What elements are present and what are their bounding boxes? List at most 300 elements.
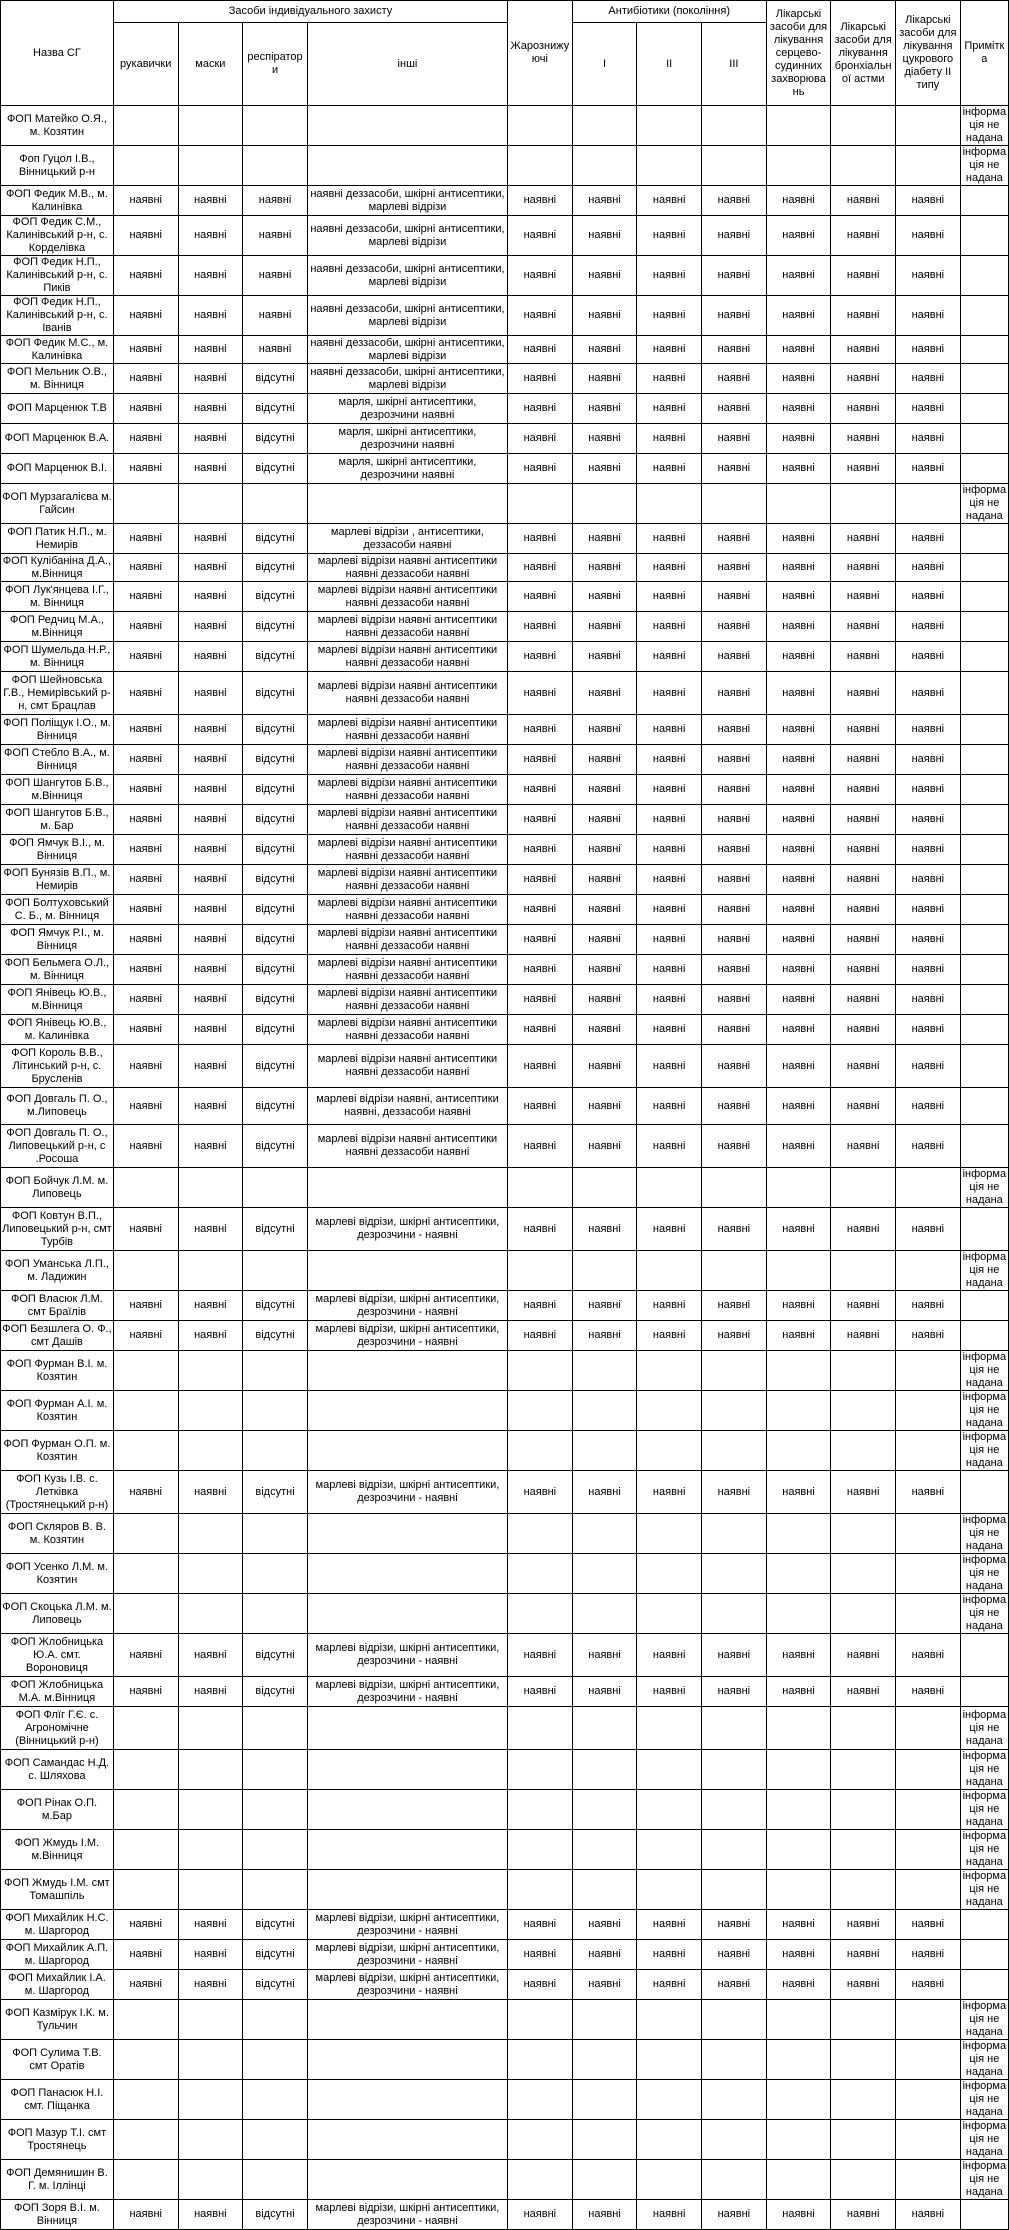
cell-respirators: відсутні [243,1015,308,1045]
cell-ab1 [572,1391,637,1431]
cell-other: марлеві відрізи наявні антисептики наявні деззасоби наявні [307,955,507,985]
cell-ab2: наявні [637,1940,702,1970]
table-row [1,1391,1009,1431]
cell-masks [178,2160,243,2200]
cell-other [307,1391,507,1431]
cell-asthma: наявні [831,394,896,424]
cell-ab2 [637,1594,702,1634]
cell-antipyretics: наявні [508,424,573,454]
cell-antipyretics [508,1554,573,1594]
cell-name: ФОП Марценюк В.А. [1,424,114,454]
cell-diabetes [896,1554,961,1594]
cell-respirators: відсутні [243,642,308,672]
cell-other: марлеві відрізи наявні антисептики наявні деззасоби наявні [307,985,507,1015]
cell-respirators: відсутні [243,1045,308,1088]
cell-ab1: наявні [572,454,637,484]
table-row [1,865,1009,895]
cell-asthma: наявні [831,1471,896,1514]
cell-asthma: наявні [831,1015,896,1045]
cell-respirators: відсутні [243,985,308,1015]
header-name: Назва СГ [1,1,114,106]
cell-diabetes: наявні [896,642,961,672]
cell-cardio [766,2120,831,2160]
cell-ab1 [572,484,637,524]
cell-other [307,2000,507,2040]
header-note: Примітка [960,1,1008,106]
cell-name: ФОП Федик С.М., Калинівський р-н, с. Корделівка [1,216,114,256]
cell-cardio: наявні [766,1321,831,1351]
cell-name: ФОП Рінак О.П. м.Бар [1,1790,114,1830]
cell-masks: наявні [178,394,243,424]
cell-asthma: наявні [831,256,896,296]
cell-respirators: наявні [243,336,308,364]
cell-asthma: наявні [831,1677,896,1707]
cell-note: інформація не надана [960,484,1008,524]
cell-respirators: відсутні [243,955,308,985]
cell-asthma [831,1351,896,1391]
cell-ab3: наявні [702,256,767,296]
cell-masks: наявні [178,186,243,216]
cell-note: інформація не надана [960,1514,1008,1554]
cell-ab1 [572,1251,637,1291]
cell-other [307,1431,507,1471]
cell-asthma [831,1554,896,1594]
cell-gloves [113,1870,178,1910]
cell-diabetes: наявні [896,1471,961,1514]
cell-name: ФОП Флїг Г.Є. с. Агрономічне (Вінницький р-н) [1,1707,114,1750]
cell-antipyretics [508,1351,573,1391]
cell-antipyretics: наявні [508,296,573,336]
cell-ab3 [702,1830,767,1870]
cell-ab2: наявні [637,1321,702,1351]
cell-diabetes [896,1514,961,1554]
cell-name: ФОП Шангутов Б.В., м. Бар [1,805,114,835]
cell-ab2 [637,484,702,524]
cell-respirators: відсутні [243,1940,308,1970]
cell-ab2: наявні [637,1125,702,1168]
table-row [1,1634,1009,1677]
cell-respirators: відсутні [243,895,308,925]
cell-other: марля, шкірні антисептики, дезрозчини наявні [307,394,507,424]
cell-antipyretics: наявні [508,454,573,484]
cell-ab3: наявні [702,1045,767,1088]
cell-asthma [831,1750,896,1790]
cell-ab3: наявні [702,1634,767,1677]
cell-ab2: наявні [637,364,702,394]
cell-respirators [243,2040,308,2080]
cell-other: наявні деззасоби, шкірні антисептики, марлеві відрізи [307,216,507,256]
cell-note: інформація не надана [960,1750,1008,1790]
cell-respirators: відсутні [243,672,308,715]
cell-other [307,1514,507,1554]
cell-gloves [113,2080,178,2120]
cell-ab2: наявні [637,524,702,554]
cell-asthma [831,1514,896,1554]
header-antipyretics: Жарознижуючі [508,1,573,106]
cell-respirators [243,106,308,146]
table-row [1,925,1009,955]
cell-ab3 [702,1750,767,1790]
cell-note: інформація не надана [960,1554,1008,1594]
cell-masks [178,2040,243,2080]
cell-ab2: наявні [637,454,702,484]
cell-name: ФОП Шейновська Г.В., Немирівський р-н, смт Брацлав [1,672,114,715]
cell-diabetes: наявні [896,524,961,554]
table-row [1,1125,1009,1168]
cell-asthma [831,1870,896,1910]
cell-gloves: наявні [113,1677,178,1707]
cell-other: марлеві відрізи наявні антисептики наявні деззасоби наявні [307,925,507,955]
cell-asthma [831,1790,896,1830]
cell-ab2 [637,1431,702,1471]
cell-name: ФОП Фурман А.І. м. Козятин [1,1391,114,1431]
cell-respirators: відсутні [243,524,308,554]
cell-respirators [243,1870,308,1910]
cell-note [960,364,1008,394]
cell-other: марля, шкірні антисептики, дезрозчини наявні [307,454,507,484]
cell-ab3: наявні [702,394,767,424]
cell-ab2 [637,2000,702,2040]
cell-ab1 [572,1830,637,1870]
cell-diabetes [896,1707,961,1750]
cell-ab1: наявні [572,582,637,612]
table-row [1,424,1009,454]
cell-ab1: наявні [572,1321,637,1351]
cell-note [960,1910,1008,1940]
cell-name: ФОП Жлобницька Ю.А. смт. Вороновиця [1,1634,114,1677]
cell-ab2: наявні [637,2200,702,2230]
cell-ab1 [572,1514,637,1554]
cell-ab2 [637,146,702,186]
cell-masks [178,1870,243,1910]
cell-antipyretics [508,1750,573,1790]
cell-other: марлеві відрізи наявні антисептики наявні деззасоби наявні [307,775,507,805]
cell-respirators [243,1391,308,1431]
cell-ab2 [637,1830,702,1870]
cell-masks: наявні [178,296,243,336]
cell-gloves: наявні [113,1291,178,1321]
cell-asthma: наявні [831,955,896,985]
cell-cardio: наявні [766,1291,831,1321]
cell-antipyretics: наявні [508,582,573,612]
cell-ab1: наявні [572,554,637,582]
cell-diabetes: наявні [896,985,961,1015]
cell-note [960,715,1008,745]
cell-diabetes: наявні [896,454,961,484]
cell-ab1 [572,146,637,186]
cell-asthma [831,1168,896,1208]
table-row [1,256,1009,296]
cell-masks: наявні [178,216,243,256]
cell-ab3 [702,2000,767,2040]
cell-ab3: наявні [702,672,767,715]
table-row [1,672,1009,715]
cell-cardio [766,1830,831,1870]
cell-ab3: наявні [702,1088,767,1125]
table-row [1,835,1009,865]
cell-ab3: наявні [702,336,767,364]
cell-other: марлеві відрізи наявні антисептики наявні деззасоби наявні [307,642,507,672]
cell-cardio: наявні [766,745,831,775]
cell-antipyretics: наявні [508,1910,573,1940]
cell-note [960,835,1008,865]
cell-cardio [766,1707,831,1750]
table-row [1,2160,1009,2200]
cell-gloves: наявні [113,296,178,336]
cell-diabetes: наявні [896,955,961,985]
cell-ab2: наявні [637,336,702,364]
cell-ab2 [637,1351,702,1391]
table-row [1,955,1009,985]
cell-asthma: наявні [831,925,896,955]
cell-name: ФОП Ямчук В.І., м. Вінниця [1,835,114,865]
cell-diabetes: наявні [896,582,961,612]
cell-cardio: наявні [766,454,831,484]
cell-cardio [766,1251,831,1291]
cell-masks: наявні [178,955,243,985]
cell-respirators: відсутні [243,1125,308,1168]
cell-asthma: наявні [831,2200,896,2230]
cell-gloves: наявні [113,672,178,715]
cell-gloves: наявні [113,642,178,672]
cell-masks [178,1168,243,1208]
cell-name: ФОП Поліщук І.О., м. Вінниця [1,715,114,745]
cell-antipyretics: наявні [508,2200,573,2230]
cell-asthma: наявні [831,336,896,364]
cell-ab3: наявні [702,642,767,672]
cell-ab2 [637,2080,702,2120]
cell-ab3 [702,1594,767,1634]
cell-ab1: наявні [572,256,637,296]
cell-cardio: наявні [766,1471,831,1514]
cell-diabetes [896,1251,961,1291]
cell-gloves: наявні [113,985,178,1015]
cell-antipyretics [508,106,573,146]
cell-diabetes: наявні [896,715,961,745]
cell-respirators [243,2120,308,2160]
cell-antipyretics: наявні [508,1940,573,1970]
table-row [1,524,1009,554]
cell-ab3 [702,1351,767,1391]
cell-respirators: відсутні [243,715,308,745]
cell-gloves: наявні [113,256,178,296]
cell-note: інформація не надана [960,1251,1008,1291]
cell-gloves: наявні [113,955,178,985]
cell-other: наявні деззасоби, шкірні антисептики, марлеві відрізи [307,256,507,296]
cell-diabetes [896,1594,961,1634]
cell-ab2: наявні [637,1910,702,1940]
cell-ab2: наявні [637,1677,702,1707]
cell-cardio: наявні [766,612,831,642]
cell-name: ФОП Жлобницька М.А. м.Вінниця [1,1677,114,1707]
cell-other: марлеві відрізи , антисептики, деззасоби наявні [307,524,507,554]
cell-ab3: наявні [702,1940,767,1970]
cell-diabetes: наявні [896,1208,961,1251]
cell-ab2: наявні [637,775,702,805]
cell-ab1: наявні [572,394,637,424]
cell-ab3: наявні [702,805,767,835]
cell-ab1: наявні [572,895,637,925]
cell-name: ФОП Усенко Л.М. м. Козятин [1,1554,114,1594]
cell-cardio: наявні [766,2200,831,2230]
cell-antipyretics: наявні [508,1045,573,1088]
table-row [1,2080,1009,2120]
cell-ab1: наявні [572,955,637,985]
cell-masks: наявні [178,1291,243,1321]
cell-diabetes: наявні [896,805,961,835]
cell-note [960,1088,1008,1125]
cell-note [960,672,1008,715]
cell-gloves: наявні [113,582,178,612]
cell-masks [178,1514,243,1554]
cell-gloves: наявні [113,895,178,925]
cell-cardio [766,1168,831,1208]
cell-other: марлеві відрізи наявні антисептики наявні деззасоби наявні [307,1125,507,1168]
cell-antipyretics: наявні [508,865,573,895]
cell-diabetes [896,1790,961,1830]
cell-name: ФОП Сулима Т.В. смт Оратів [1,2040,114,2080]
cell-name: ФОП Федик Н.П., Калинівський р-н, с. Пиків [1,256,114,296]
cell-ab1: наявні [572,985,637,1015]
cell-diabetes: наявні [896,216,961,256]
table-row [1,612,1009,642]
cell-diabetes: наявні [896,1321,961,1351]
cell-masks: наявні [178,1321,243,1351]
cell-note [960,925,1008,955]
cell-masks [178,146,243,186]
cell-other: марлеві відрізи, шкірні антисептики, дезрозчини - наявні [307,1910,507,1940]
cell-antipyretics: наявні [508,745,573,775]
cell-ab1: наявні [572,296,637,336]
cell-ab2: наявні [637,1088,702,1125]
cell-name: ФОП Бойчук Л.М. м. Липовець [1,1168,114,1208]
cell-cardio: наявні [766,394,831,424]
cell-antipyretics: наявні [508,1471,573,1514]
cell-ab3: наявні [702,186,767,216]
cell-other: марлеві відрізи, шкірні антисептики, дезрозчини - наявні [307,1208,507,1251]
cell-asthma: наявні [831,1321,896,1351]
cell-cardio: наявні [766,715,831,745]
cell-gloves: наявні [113,775,178,805]
cell-respirators: відсутні [243,1088,308,1125]
header-ab2: ІІ [637,23,702,106]
cell-cardio [766,1790,831,1830]
cell-antipyretics [508,1391,573,1431]
cell-cardio: наявні [766,1940,831,1970]
cell-other: марлеві відрізи наявні антисептики наявні деззасоби наявні [307,554,507,582]
cell-cardio: наявні [766,672,831,715]
cell-name: ФОП Федик Н.П., Калинівський р-н, с. Іванів [1,296,114,336]
cell-ab1 [572,2120,637,2160]
cell-respirators: відсутні [243,1291,308,1321]
cell-cardio: наявні [766,1634,831,1677]
cell-asthma [831,1594,896,1634]
cell-note [960,256,1008,296]
cell-respirators: відсутні [243,1471,308,1514]
cell-note: інформація не надана [960,1870,1008,1910]
cell-ab3: наявні [702,296,767,336]
cell-diabetes [896,1391,961,1431]
table-row [1,1291,1009,1321]
cell-ab2: наявні [637,715,702,745]
table-row [1,554,1009,582]
table-body [1,106,1009,2230]
cell-cardio [766,2080,831,2120]
cell-note [960,1208,1008,1251]
cell-ab2: наявні [637,216,702,256]
cell-diabetes: наявні [896,1970,961,2000]
cell-masks: наявні [178,1015,243,1045]
cell-ab1: наявні [572,745,637,775]
cell-ab2 [637,1554,702,1594]
cell-diabetes: наявні [896,394,961,424]
cell-ab2: наявні [637,612,702,642]
cell-other: марлеві відрізи наявні антисептики наявні деззасоби наявні [307,1015,507,1045]
cell-ab3 [702,2080,767,2120]
cell-note [960,955,1008,985]
cell-masks: наявні [178,256,243,296]
cell-respirators: відсутні [243,394,308,424]
cell-antipyretics [508,2000,573,2040]
cell-other [307,106,507,146]
cell-cardio [766,1431,831,1471]
cell-ab3: наявні [702,1910,767,1940]
header-diabetes: Лікарські засоби для лікування цукрового діабету ІІ типу [896,1,961,106]
header-gloves: рукавички [113,23,178,106]
cell-ab2: наявні [637,835,702,865]
table-row [1,2000,1009,2040]
cell-cardio: наявні [766,775,831,805]
cell-antipyretics: наявні [508,612,573,642]
cell-gloves [113,146,178,186]
cell-diabetes: наявні [896,1291,961,1321]
cell-diabetes: наявні [896,256,961,296]
cell-respirators [243,1554,308,1594]
cell-note: інформація не надана [960,1830,1008,1870]
cell-asthma: наявні [831,745,896,775]
cell-cardio [766,106,831,146]
cell-ab3: наявні [702,2200,767,2230]
cell-ab2: наявні [637,1970,702,2000]
cell-asthma: наявні [831,364,896,394]
cell-ab1: наявні [572,642,637,672]
cell-ab2: наявні [637,672,702,715]
cell-gloves [113,1251,178,1291]
cell-masks [178,2000,243,2040]
cell-masks [178,1431,243,1471]
cell-asthma: наявні [831,865,896,895]
cell-antipyretics [508,1251,573,1291]
cell-cardio [766,1391,831,1431]
cell-cardio: наявні [766,524,831,554]
cell-respirators: наявні [243,296,308,336]
cell-cardio [766,2000,831,2040]
cell-masks: наявні [178,612,243,642]
cell-other: марлеві відрізи, шкірні антисептики, дезрозчини - наявні [307,2200,507,2230]
cell-name: ФОП Стебло В.А., м. Вінниця [1,745,114,775]
cell-masks: наявні [178,1088,243,1125]
cell-ab1: наявні [572,186,637,216]
cell-masks: наявні [178,424,243,454]
header-cardio: Лікарські засоби для лікування серцево-судинних захворювань [766,1,831,106]
cell-respirators: відсутні [243,454,308,484]
cell-ab2 [637,106,702,146]
cell-respirators [243,1830,308,1870]
cell-name: ФОП Скляров В. В. м. Козятин [1,1514,114,1554]
cell-respirators [243,2080,308,2120]
cell-other: марлеві відрізи, шкірні антисептики, дезрозчини - наявні [307,1634,507,1677]
cell-ab2: наявні [637,582,702,612]
